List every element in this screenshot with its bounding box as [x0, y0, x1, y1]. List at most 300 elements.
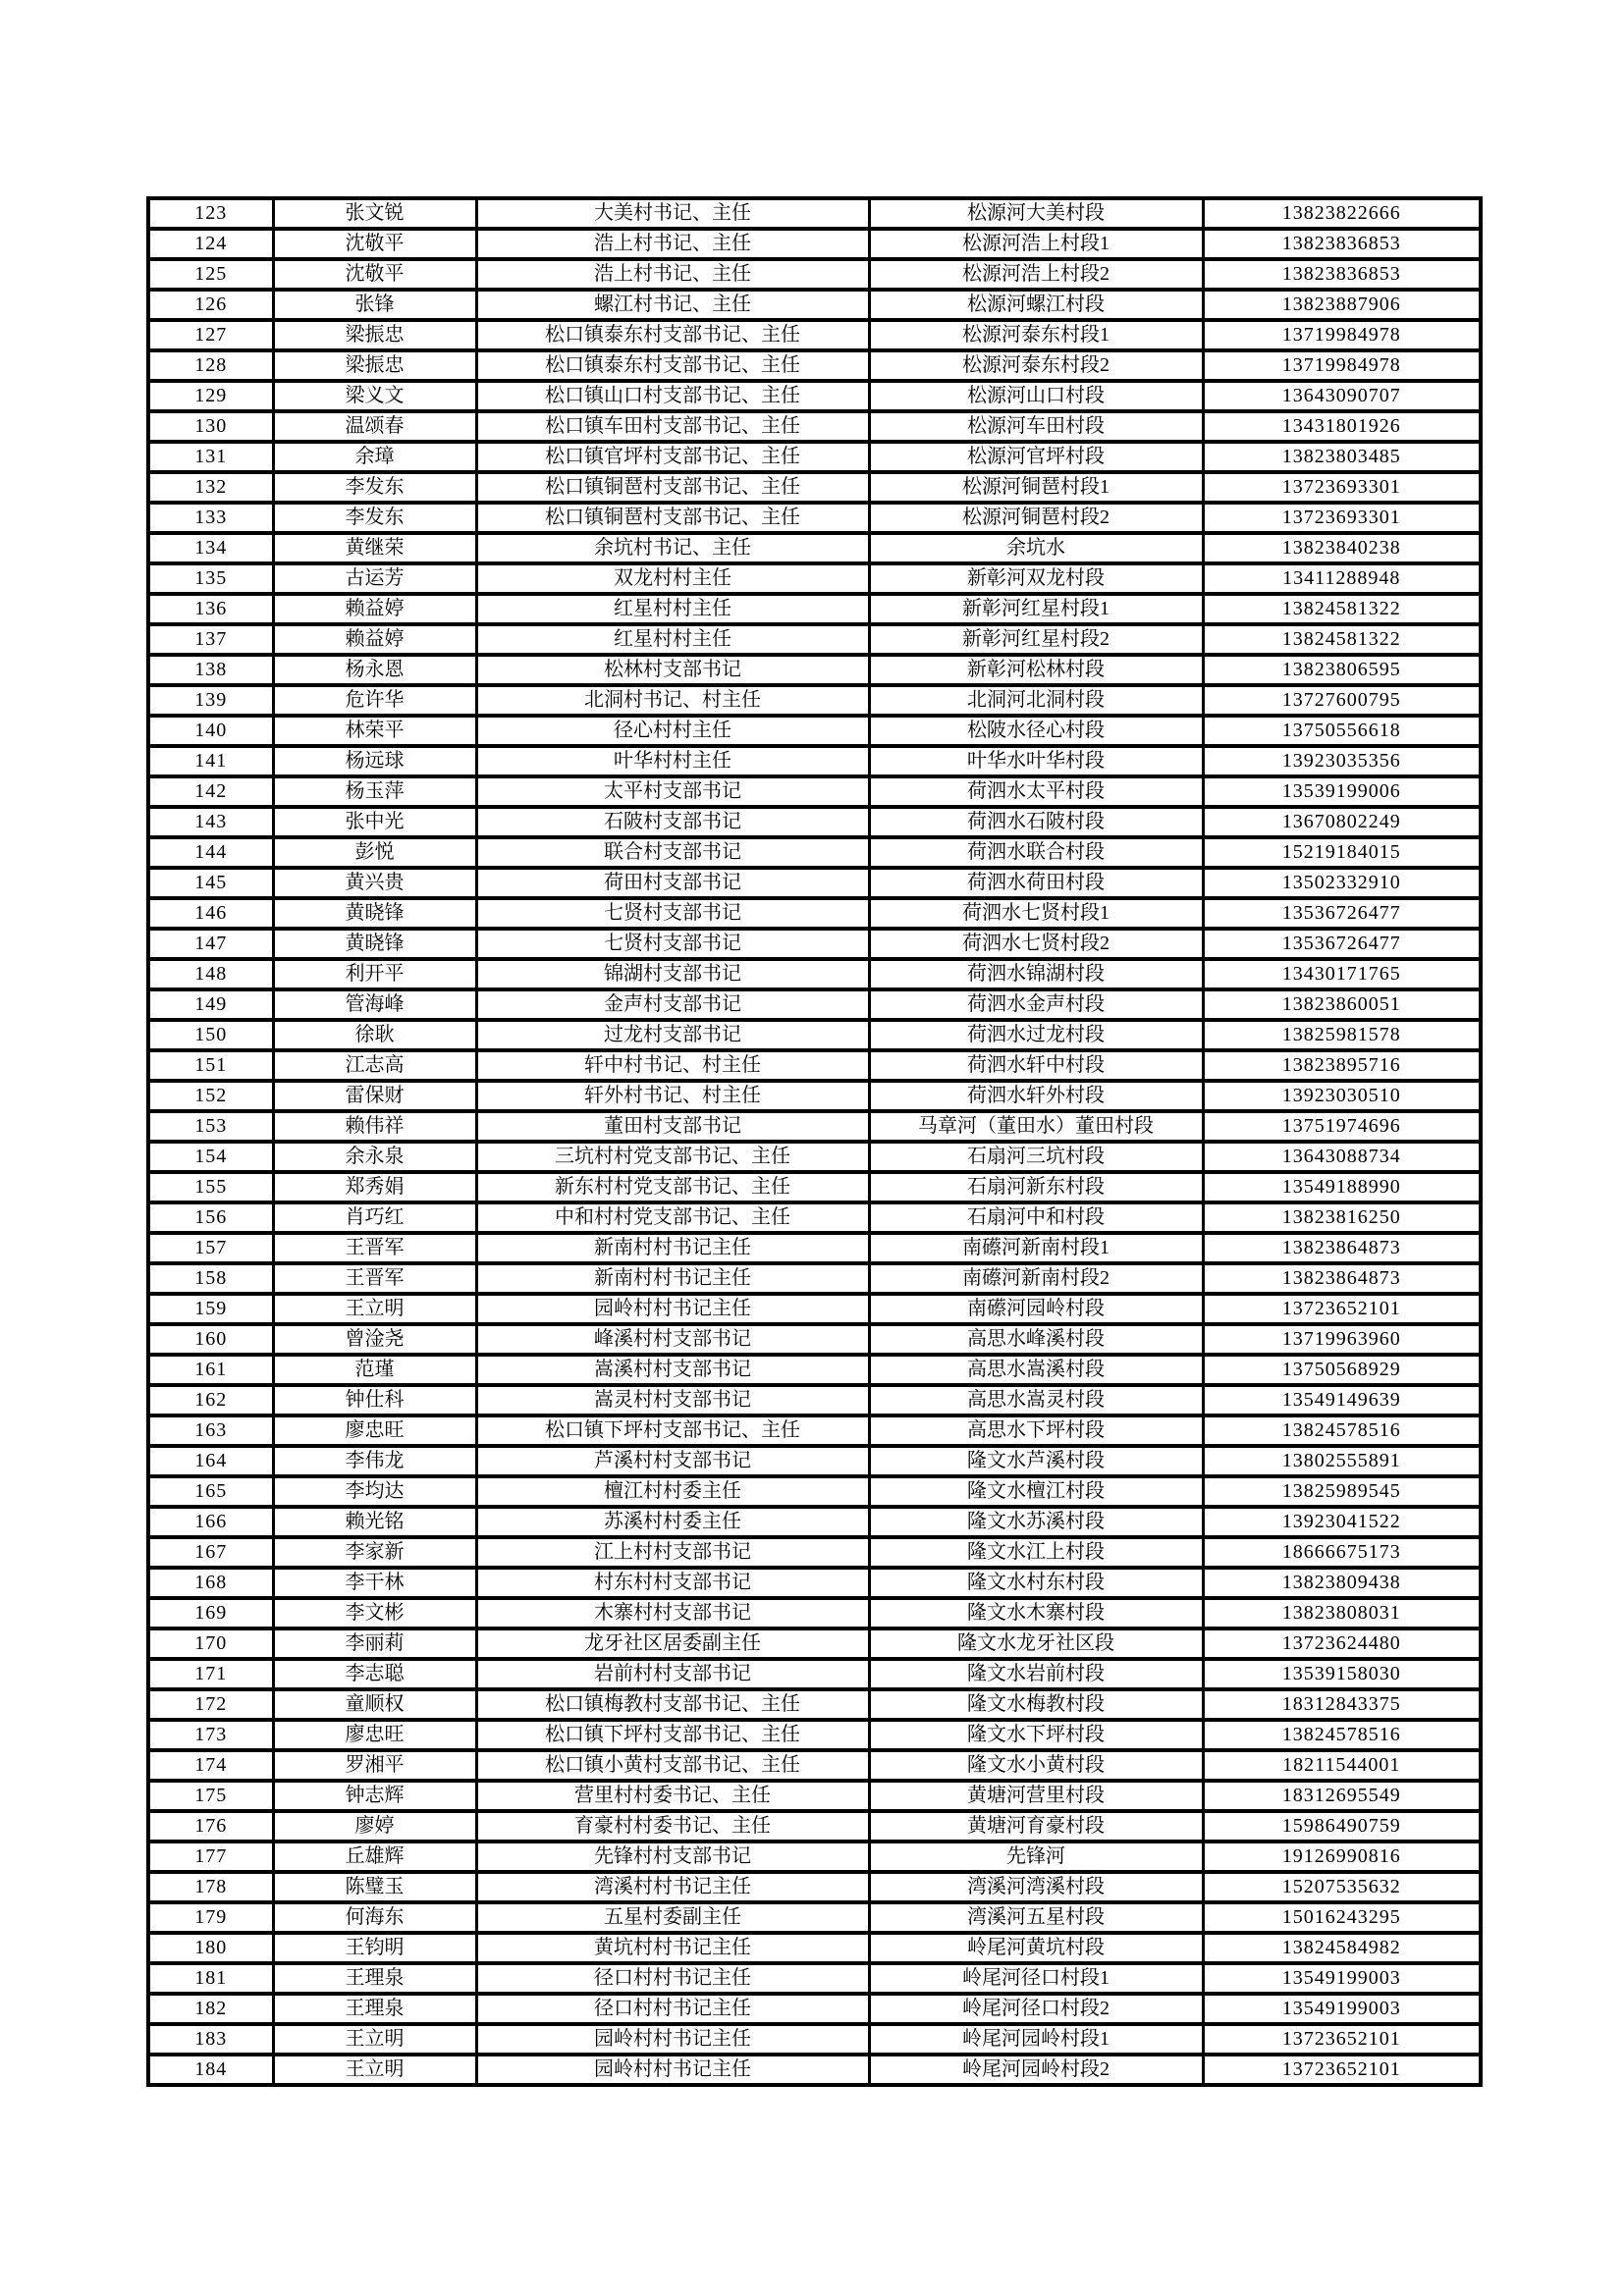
- river-section-cell: 石扇河新东村段: [869, 1172, 1203, 1202]
- phone-number-cell: 13643088734: [1203, 1142, 1481, 1172]
- person-name-cell: 廖忠旺: [273, 1415, 476, 1446]
- table-row: [148, 1233, 1481, 1263]
- phone-number-cell: 13536726477: [1203, 898, 1481, 929]
- phone-number-cell: 13923030510: [1203, 1081, 1481, 1111]
- phone-number-cell: 13723652101: [1203, 1294, 1481, 1324]
- table-row: [148, 837, 1481, 868]
- phone-number-cell: 13823816250: [1203, 1202, 1481, 1233]
- table-row: [148, 1415, 1481, 1446]
- phone-number-cell: 13823822666: [1203, 198, 1481, 229]
- river-section-cell: 荷泗水锦湖村段: [869, 959, 1203, 989]
- table-row: [148, 716, 1481, 746]
- table-row: [148, 959, 1481, 989]
- person-name-cell: 李丽莉: [273, 1629, 476, 1659]
- person-name-cell: 李发东: [273, 472, 476, 503]
- table-row: [148, 1933, 1481, 1963]
- river-section-cell: 岭尾河径口村段2: [869, 1994, 1203, 2024]
- phone-number-cell: 13824581322: [1203, 594, 1481, 624]
- row-number-cell: 132: [148, 472, 273, 503]
- phone-number-cell: 13723652101: [1203, 2055, 1481, 2085]
- phone-number-cell: 15219184015: [1203, 837, 1481, 868]
- row-number-cell: 156: [148, 1202, 273, 1233]
- table-row: [148, 1081, 1481, 1111]
- row-number-cell: 124: [148, 229, 273, 259]
- position-cell: 村东村村支部书记: [476, 1568, 869, 1598]
- person-name-cell: 李文彬: [273, 1598, 476, 1629]
- table-row: [148, 1598, 1481, 1629]
- table-row: [148, 1750, 1481, 1781]
- table-row: [148, 1263, 1481, 1294]
- phone-number-cell: 18312843375: [1203, 1689, 1481, 1720]
- position-cell: 联合村支部书记: [476, 837, 869, 868]
- river-section-cell: 隆文水村东村段: [869, 1568, 1203, 1598]
- position-cell: 龙牙社区居委副主任: [476, 1629, 869, 1659]
- river-chief-contact-table: [146, 196, 1483, 2087]
- row-number-cell: 184: [148, 2055, 273, 2085]
- river-section-cell: 隆文水龙牙社区段: [869, 1629, 1203, 1659]
- person-name-cell: 危许华: [273, 685, 476, 716]
- row-number-cell: 137: [148, 624, 273, 655]
- person-name-cell: 杨玉萍: [273, 776, 476, 807]
- person-name-cell: 丘雄辉: [273, 1842, 476, 1872]
- row-number-cell: 146: [148, 898, 273, 929]
- position-cell: 园岭村村书记主任: [476, 2055, 869, 2085]
- river-section-cell: 余坑水: [869, 533, 1203, 563]
- position-cell: 园岭村村书记主任: [476, 2024, 869, 2055]
- table-row: [148, 320, 1481, 350]
- position-cell: 三坑村村党支部书记、主任: [476, 1142, 869, 1172]
- person-name-cell: 赖益婷: [273, 594, 476, 624]
- person-name-cell: 利开平: [273, 959, 476, 989]
- phone-number-cell: 13723693301: [1203, 472, 1481, 503]
- table-row: [148, 1811, 1481, 1842]
- person-name-cell: 王立明: [273, 1294, 476, 1324]
- person-name-cell: 王晋军: [273, 1233, 476, 1263]
- phone-number-cell: 13923041522: [1203, 1507, 1481, 1537]
- position-cell: 五星村委副主任: [476, 1902, 869, 1933]
- person-name-cell: 赖光铭: [273, 1507, 476, 1537]
- position-cell: 红星村村主任: [476, 624, 869, 655]
- phone-number-cell: 18312695549: [1203, 1781, 1481, 1811]
- row-number-cell: 149: [148, 989, 273, 1020]
- person-name-cell: 钟志辉: [273, 1781, 476, 1811]
- person-name-cell: 王理泉: [273, 1994, 476, 2024]
- river-section-cell: 隆文水檀江村段: [869, 1476, 1203, 1507]
- phone-number-cell: 13670802249: [1203, 807, 1481, 837]
- river-section-cell: 新彰河松林村段: [869, 655, 1203, 685]
- river-section-cell: 马章河（董田水）董田村段: [869, 1111, 1203, 1142]
- row-number-cell: 176: [148, 1811, 273, 1842]
- phone-number-cell: 13549199003: [1203, 1963, 1481, 1994]
- river-section-cell: 高思水峰溪村段: [869, 1324, 1203, 1355]
- person-name-cell: 黄晓锋: [273, 929, 476, 959]
- person-name-cell: 肖巧红: [273, 1202, 476, 1233]
- person-name-cell: 梁振忠: [273, 320, 476, 350]
- row-number-cell: 168: [148, 1568, 273, 1598]
- position-cell: 金声村支部书记: [476, 989, 869, 1020]
- position-cell: 红星村村主任: [476, 594, 869, 624]
- person-name-cell: 徐耿: [273, 1020, 476, 1050]
- person-name-cell: 曾淦尧: [273, 1324, 476, 1355]
- row-number-cell: 154: [148, 1142, 273, 1172]
- table-row: [148, 1142, 1481, 1172]
- river-section-cell: 隆文水木寨村段: [869, 1598, 1203, 1629]
- person-name-cell: 王晋军: [273, 1263, 476, 1294]
- phone-number-cell: 13751974696: [1203, 1111, 1481, 1142]
- phone-number-cell: 15207535632: [1203, 1872, 1481, 1902]
- position-cell: 太平村支部书记: [476, 776, 869, 807]
- river-section-cell: 岭尾河黄坑村段: [869, 1933, 1203, 1963]
- position-cell: 松口镇车田村支部书记、主任: [476, 411, 869, 442]
- position-cell: 径口村村书记主任: [476, 1963, 869, 1994]
- river-section-cell: 高思水嵩溪村段: [869, 1355, 1203, 1385]
- river-section-cell: 高思水嵩灵村段: [869, 1385, 1203, 1415]
- phone-number-cell: 13549199003: [1203, 1994, 1481, 2024]
- row-number-cell: 134: [148, 533, 273, 563]
- row-number-cell: 140: [148, 716, 273, 746]
- table-row: [148, 1294, 1481, 1324]
- phone-number-cell: 13823895716: [1203, 1050, 1481, 1081]
- table-row: [148, 2055, 1481, 2085]
- river-section-cell: 荷泗水联合村段: [869, 837, 1203, 868]
- table-row: [148, 198, 1481, 229]
- person-name-cell: 杨永恩: [273, 655, 476, 685]
- row-number-cell: 164: [148, 1446, 273, 1476]
- position-cell: 松口镇山口村支部书记、主任: [476, 381, 869, 411]
- row-number-cell: 162: [148, 1385, 273, 1415]
- phone-number-cell: 13823864873: [1203, 1263, 1481, 1294]
- phone-number-cell: 13643090707: [1203, 381, 1481, 411]
- row-number-cell: 125: [148, 259, 273, 290]
- person-name-cell: 余永泉: [273, 1142, 476, 1172]
- person-name-cell: 赖益婷: [273, 624, 476, 655]
- row-number-cell: 153: [148, 1111, 273, 1142]
- table-row: [148, 655, 1481, 685]
- position-cell: 园岭村村书记主任: [476, 1294, 869, 1324]
- phone-number-cell: 13823887906: [1203, 290, 1481, 320]
- position-cell: 螺江村书记、主任: [476, 290, 869, 320]
- phone-number-cell: 18211544001: [1203, 1750, 1481, 1781]
- position-cell: 径心村村主任: [476, 716, 869, 746]
- table-row: [148, 868, 1481, 898]
- river-section-cell: 荷泗水七贤村段1: [869, 898, 1203, 929]
- row-number-cell: 175: [148, 1781, 273, 1811]
- row-number-cell: 133: [148, 503, 273, 533]
- row-number-cell: 177: [148, 1842, 273, 1872]
- phone-number-cell: 13823806595: [1203, 655, 1481, 685]
- river-section-cell: 湾溪河五星村段: [869, 1902, 1203, 1933]
- phone-number-cell: 13823803485: [1203, 442, 1481, 472]
- position-cell: 轩外村书记、村主任: [476, 1081, 869, 1111]
- river-section-cell: 黄塘河营里村段: [869, 1781, 1203, 1811]
- table-row: [148, 472, 1481, 503]
- person-name-cell: 李家新: [273, 1537, 476, 1568]
- position-cell: 湾溪村村书记主任: [476, 1872, 869, 1902]
- river-section-cell: 岭尾河园岭村段2: [869, 2055, 1203, 2085]
- person-name-cell: 张中光: [273, 807, 476, 837]
- row-number-cell: 141: [148, 746, 273, 776]
- phone-number-cell: 13536726477: [1203, 929, 1481, 959]
- phone-number-cell: 13923035356: [1203, 746, 1481, 776]
- position-cell: 新东村村党支部书记、主任: [476, 1172, 869, 1202]
- person-name-cell: 梁义文: [273, 381, 476, 411]
- position-cell: 中和村村党支部书记、主任: [476, 1202, 869, 1233]
- river-section-cell: 隆文水下坪村段: [869, 1720, 1203, 1750]
- row-number-cell: 172: [148, 1689, 273, 1720]
- table-row: [148, 1050, 1481, 1081]
- phone-number-cell: 13823836853: [1203, 229, 1481, 259]
- row-number-cell: 127: [148, 320, 273, 350]
- position-cell: 嵩溪村村支部书记: [476, 1355, 869, 1385]
- person-name-cell: 陈璧玉: [273, 1872, 476, 1902]
- phone-number-cell: 13723652101: [1203, 2024, 1481, 2055]
- person-name-cell: 李伟龙: [273, 1446, 476, 1476]
- river-section-cell: 石扇河中和村段: [869, 1202, 1203, 1233]
- position-cell: 芦溪村村支部书记: [476, 1446, 869, 1476]
- table-row: [148, 1446, 1481, 1476]
- river-section-cell: 先锋河: [869, 1842, 1203, 1872]
- position-cell: 木寨村村支部书记: [476, 1598, 869, 1629]
- row-number-cell: 152: [148, 1081, 273, 1111]
- position-cell: 大美村书记、主任: [476, 198, 869, 229]
- phone-number-cell: 19126990816: [1203, 1842, 1481, 1872]
- phone-number-cell: 13502332910: [1203, 868, 1481, 898]
- position-cell: 松口镇下坪村支部书记、主任: [476, 1415, 869, 1446]
- position-cell: 松口镇泰东村支部书记、主任: [476, 320, 869, 350]
- position-cell: 浩上村书记、主任: [476, 229, 869, 259]
- row-number-cell: 143: [148, 807, 273, 837]
- position-cell: 檀江村村委主任: [476, 1476, 869, 1507]
- position-cell: 营里村村委书记、主任: [476, 1781, 869, 1811]
- person-name-cell: 何海东: [273, 1902, 476, 1933]
- river-section-cell: 松源河官坪村段: [869, 442, 1203, 472]
- person-name-cell: 沈敬平: [273, 259, 476, 290]
- table-row: [148, 1568, 1481, 1598]
- row-number-cell: 179: [148, 1902, 273, 1933]
- table-row: [148, 563, 1481, 594]
- position-cell: 轩中村书记、村主任: [476, 1050, 869, 1081]
- phone-number-cell: 13411288948: [1203, 563, 1481, 594]
- person-name-cell: 李志聪: [273, 1659, 476, 1689]
- river-section-cell: 荷泗水金声村段: [869, 989, 1203, 1020]
- person-name-cell: 李均达: [273, 1476, 476, 1507]
- phone-number-cell: 13823808031: [1203, 1598, 1481, 1629]
- table-row: [148, 1111, 1481, 1142]
- phone-number-cell: 13719963960: [1203, 1324, 1481, 1355]
- phone-number-cell: 13802555891: [1203, 1446, 1481, 1476]
- row-number-cell: 165: [148, 1476, 273, 1507]
- phone-number-cell: 13823809438: [1203, 1568, 1481, 1598]
- phone-number-cell: 13823840238: [1203, 533, 1481, 563]
- phone-number-cell: 13824578516: [1203, 1720, 1481, 1750]
- row-number-cell: 163: [148, 1415, 273, 1446]
- river-section-cell: 松源河螺江村段: [869, 290, 1203, 320]
- row-number-cell: 174: [148, 1750, 273, 1781]
- position-cell: 石陂村支部书记: [476, 807, 869, 837]
- row-number-cell: 173: [148, 1720, 273, 1750]
- person-name-cell: 王钧明: [273, 1933, 476, 1963]
- table-row: [148, 746, 1481, 776]
- river-section-cell: 隆文水芦溪村段: [869, 1446, 1203, 1476]
- table-row: [148, 989, 1481, 1020]
- person-name-cell: 杨远球: [273, 746, 476, 776]
- position-cell: 江上村村支部书记: [476, 1537, 869, 1568]
- river-section-cell: 南礤河新南村段1: [869, 1233, 1203, 1263]
- river-section-cell: 荷泗水轩中村段: [869, 1050, 1203, 1081]
- table-row: [148, 624, 1481, 655]
- row-number-cell: 145: [148, 868, 273, 898]
- row-number-cell: 169: [148, 1598, 273, 1629]
- position-cell: 松口镇梅教村支部书记、主任: [476, 1689, 869, 1720]
- river-section-cell: 松源河大美村段: [869, 198, 1203, 229]
- table-row: [148, 1507, 1481, 1537]
- phone-number-cell: 13750556618: [1203, 716, 1481, 746]
- person-name-cell: 廖婷: [273, 1811, 476, 1842]
- person-name-cell: 钟仕科: [273, 1385, 476, 1415]
- row-number-cell: 123: [148, 198, 273, 229]
- row-number-cell: 161: [148, 1355, 273, 1385]
- position-cell: 过龙村支部书记: [476, 1020, 869, 1050]
- phone-number-cell: 13824581322: [1203, 624, 1481, 655]
- row-number-cell: 136: [148, 594, 273, 624]
- phone-number-cell: 13824578516: [1203, 1415, 1481, 1446]
- row-number-cell: 167: [148, 1537, 273, 1568]
- table-row: [148, 929, 1481, 959]
- table-row: [148, 290, 1481, 320]
- row-number-cell: 142: [148, 776, 273, 807]
- person-name-cell: 王立明: [273, 2055, 476, 2085]
- position-cell: 锦湖村支部书记: [476, 959, 869, 989]
- person-name-cell: 江志高: [273, 1050, 476, 1081]
- table-row: [148, 1629, 1481, 1659]
- table-row: [148, 1842, 1481, 1872]
- row-number-cell: 129: [148, 381, 273, 411]
- phone-number-cell: 13549188990: [1203, 1172, 1481, 1202]
- phone-number-cell: 13825981578: [1203, 1020, 1481, 1050]
- river-section-cell: 荷泗水石陂村段: [869, 807, 1203, 837]
- row-number-cell: 159: [148, 1294, 273, 1324]
- position-cell: 苏溪村村委主任: [476, 1507, 869, 1537]
- row-number-cell: 151: [148, 1050, 273, 1081]
- person-name-cell: 范瑾: [273, 1355, 476, 1385]
- river-section-cell: 松源河浩上村段1: [869, 229, 1203, 259]
- person-name-cell: 赖伟祥: [273, 1111, 476, 1142]
- position-cell: 七贤村支部书记: [476, 929, 869, 959]
- row-number-cell: 180: [148, 1933, 273, 1963]
- position-cell: 新南村村书记主任: [476, 1233, 869, 1263]
- position-cell: 黄坑村村书记主任: [476, 1933, 869, 1963]
- river-section-cell: 湾溪河湾溪村段: [869, 1872, 1203, 1902]
- river-section-cell: 松源河山口村段: [869, 381, 1203, 411]
- person-name-cell: 张文锐: [273, 198, 476, 229]
- river-section-cell: 新彰河红星村段1: [869, 594, 1203, 624]
- position-cell: 浩上村书记、主任: [476, 259, 869, 290]
- row-number-cell: 158: [148, 1263, 273, 1294]
- phone-number-cell: 15016243295: [1203, 1902, 1481, 1933]
- position-cell: 北洞村书记、村主任: [476, 685, 869, 716]
- row-number-cell: 182: [148, 1994, 273, 2024]
- phone-number-cell: 13723693301: [1203, 503, 1481, 533]
- phone-number-cell: 13750568929: [1203, 1355, 1481, 1385]
- position-cell: 径口村村书记主任: [476, 1994, 869, 2024]
- river-section-cell: 松源河浩上村段2: [869, 259, 1203, 290]
- position-cell: 峰溪村村支部书记: [476, 1324, 869, 1355]
- row-number-cell: 148: [148, 959, 273, 989]
- table-row: [148, 1476, 1481, 1507]
- row-number-cell: 178: [148, 1872, 273, 1902]
- river-section-cell: 新彰河红星村段2: [869, 624, 1203, 655]
- table-row: [148, 1172, 1481, 1202]
- table-row: [148, 1324, 1481, 1355]
- position-cell: 松口镇下坪村支部书记、主任: [476, 1720, 869, 1750]
- phone-number-cell: 13431801926: [1203, 411, 1481, 442]
- person-name-cell: 郑秀娟: [273, 1172, 476, 1202]
- phone-number-cell: 13727600795: [1203, 685, 1481, 716]
- person-name-cell: 王理泉: [273, 1963, 476, 1994]
- row-number-cell: 126: [148, 290, 273, 320]
- table-row: [148, 776, 1481, 807]
- position-cell: 荷田村支部书记: [476, 868, 869, 898]
- row-number-cell: 166: [148, 1507, 273, 1537]
- position-cell: 七贤村支部书记: [476, 898, 869, 929]
- row-number-cell: 160: [148, 1324, 273, 1355]
- table-row: [148, 350, 1481, 381]
- river-section-cell: 荷泗水过龙村段: [869, 1020, 1203, 1050]
- person-name-cell: 雷保财: [273, 1081, 476, 1111]
- row-number-cell: 139: [148, 685, 273, 716]
- person-name-cell: 余璋: [273, 442, 476, 472]
- position-cell: 余坑村书记、主任: [476, 533, 869, 563]
- table-row: [148, 1202, 1481, 1233]
- table-row: [148, 1902, 1481, 1933]
- position-cell: 松口镇小黄村支部书记、主任: [476, 1750, 869, 1781]
- person-name-cell: 李发东: [273, 503, 476, 533]
- phone-number-cell: 13823864873: [1203, 1233, 1481, 1263]
- table-row: [148, 442, 1481, 472]
- phone-number-cell: 13539199006: [1203, 776, 1481, 807]
- river-section-cell: 隆文水岩前村段: [869, 1659, 1203, 1689]
- table-body: [148, 198, 1481, 2085]
- person-name-cell: 黄兴贵: [273, 868, 476, 898]
- phone-number-cell: 13539158030: [1203, 1659, 1481, 1689]
- river-section-cell: 松源河铜琶村段1: [869, 472, 1203, 503]
- river-section-cell: 岭尾河径口村段1: [869, 1963, 1203, 1994]
- table-row: [148, 1659, 1481, 1689]
- table-row: [148, 1781, 1481, 1811]
- table-row: [148, 1355, 1481, 1385]
- person-name-cell: 黄晓锋: [273, 898, 476, 929]
- river-section-cell: 松陂水径心村段: [869, 716, 1203, 746]
- river-section-cell: 隆文水江上村段: [869, 1537, 1203, 1568]
- river-section-cell: 荷泗水七贤村段2: [869, 929, 1203, 959]
- phone-number-cell: 13719984978: [1203, 350, 1481, 381]
- person-name-cell: 王立明: [273, 2024, 476, 2055]
- table-row: [148, 1994, 1481, 2024]
- table-row: [148, 2024, 1481, 2055]
- river-section-cell: 松源河铜琶村段2: [869, 503, 1203, 533]
- position-cell: 松林村支部书记: [476, 655, 869, 685]
- person-name-cell: 李干林: [273, 1568, 476, 1598]
- position-cell: 嵩灵村村支部书记: [476, 1385, 869, 1415]
- person-name-cell: 沈敬平: [273, 229, 476, 259]
- phone-number-cell: 13549149639: [1203, 1385, 1481, 1415]
- table-row: [148, 1020, 1481, 1050]
- table-row: [148, 259, 1481, 290]
- river-section-cell: 松源河车田村段: [869, 411, 1203, 442]
- table-row: [148, 898, 1481, 929]
- table-row: [148, 381, 1481, 411]
- person-name-cell: 张锋: [273, 290, 476, 320]
